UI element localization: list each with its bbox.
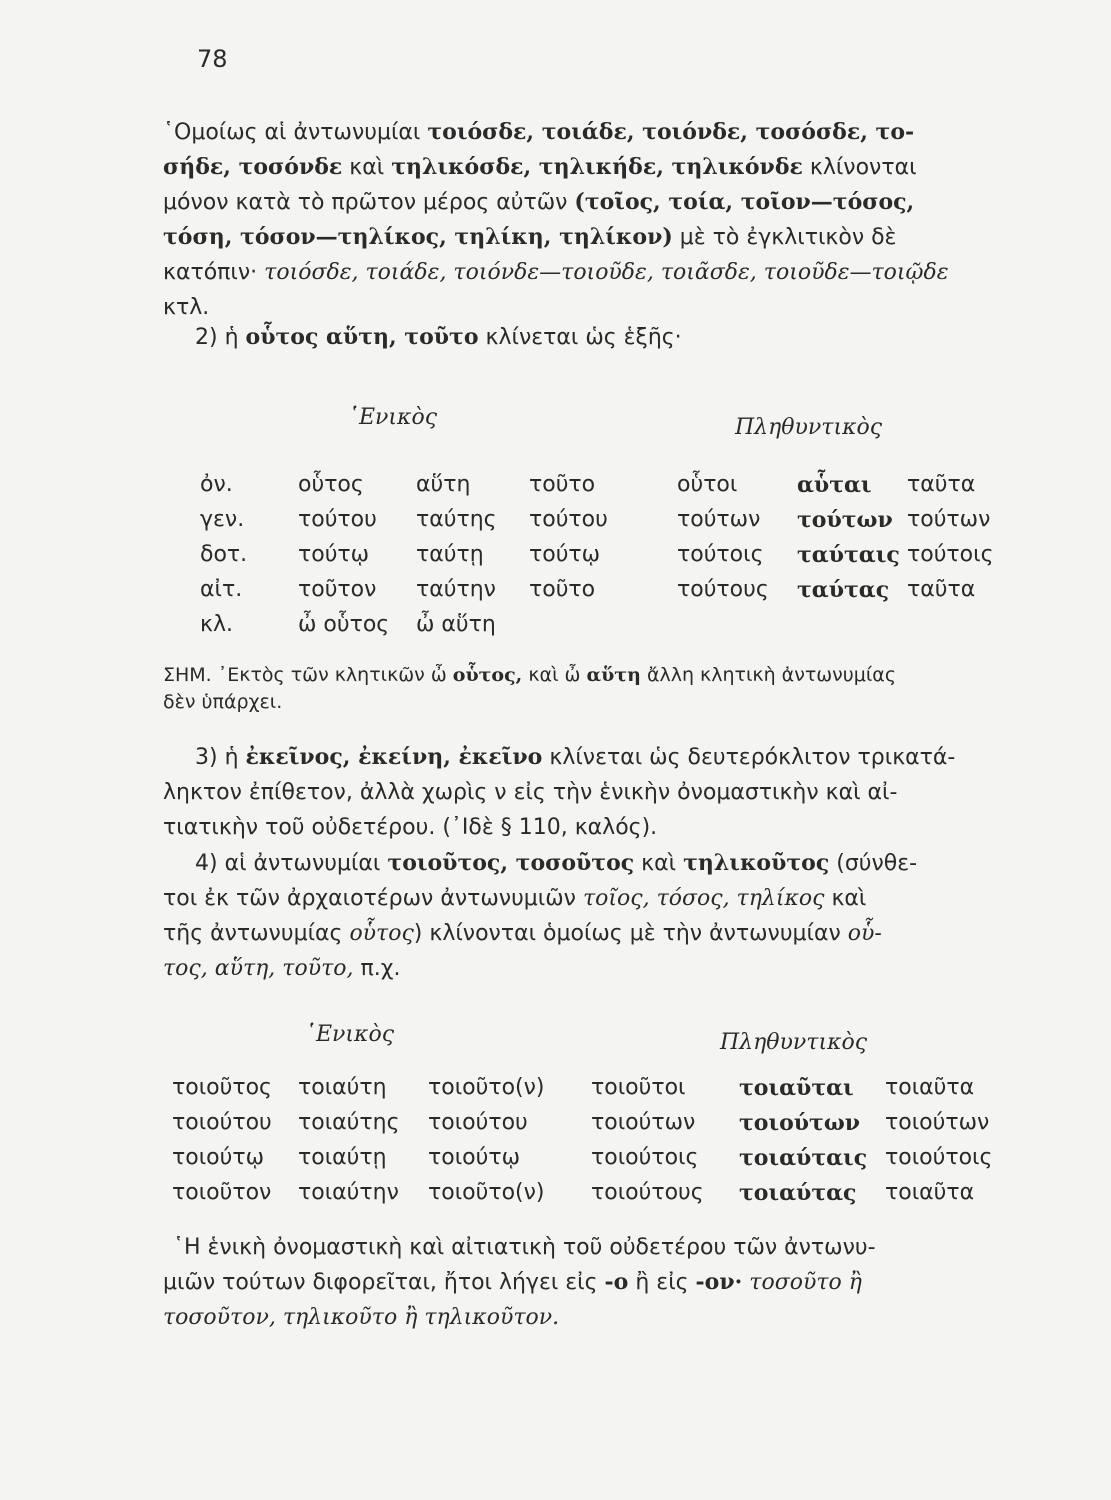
bold-pronouns: τοιόσδε, τοιάδε, τοιόνδε, τοσόσδε, το- xyxy=(427,119,915,145)
paragraph-1 xyxy=(163,115,1033,325)
paragraph-2: 2) ἡ οὗτος αὕτη, τοῦτο κλίνεται ὡς ἑξῆς· xyxy=(195,324,682,350)
declension-table-toioutos xyxy=(172,1070,1005,1210)
table1-singular-header: ῾Ενικὸς xyxy=(348,405,438,430)
paragraph-5: ῾Η ἑνικὴ ὀνομαστικὴ καὶ αἰτιατικὴ τοῦ οὐδετέρου τῶν ἀντωνυ- μιῶν τούτων διφορεῖται, ἤτοι λήγει εἰς -ο ἢ εἰς -ον· τοσοῦτο ἢ τοσοῦτον, τηλικοῦτο ἢ τηλικοῦτον. xyxy=(163,1235,876,1330)
p1-line-1: ῾Ομοίως αἱ ἀντωνυμίαι τοιόσδε, τοιάδε, τοιόνδε, τοσόσδε, το- xyxy=(163,119,915,145)
page-number: 78 xyxy=(197,45,228,73)
paragraph-3: 3) ἡ ἐκεῖνος, ἐκείνη, ἐκεῖνο κλίνεται ὡς δευτερόκλιτον τρικατά- ληκτον ἐπίθετον, ἀλλὰ χωρὶς ν εἰς τὴν ἑνικὴν ὀνομαστικὴν καὶ αἰ- τιατικὴν τοῦ οὐδετέρου. (᾿Ιδὲ § 110, καλός). xyxy=(163,744,956,840)
p1-line-5: κατόπιν· τοιόσδε, τοιάδε, τοιόνδε—τοιοῦδε, τοιᾶσδε, τοιοῦδε—τοιῷδε xyxy=(163,260,949,285)
table-row: τοιοῦτον τοιαύτην τοιοῦτο(ν) τοιούτους τοιαύτας τοιαῦτα xyxy=(172,1179,975,1206)
paragraph-4: 4) αἱ ἀντωνυμίαι τοιοῦτος, τοσοῦτος καὶ τηλικοῦτος (σύνθε- τοι ἐκ τῶν ἀρχαιοτέρων ἀντωνυμιῶν τοῖος, τόσος, τηλίκος καὶ τῆς ἀντωνυμίας οὗτος) κλίνονται ὁμοίως μὲ τὴν ἀντωνυμίαν οὗ- τος, αὕτη, τοῦτο, π.χ. xyxy=(163,850,918,981)
table-row: τοιούτου τοιαύτης τοιούτου τοιούτων τοιούτων τοιούτων xyxy=(172,1109,990,1136)
italic-forms: τοιόσδε, τοιάδε, τοιόνδε—τοιοῦδε, τοιᾶσδε, τοιοῦδε—τοιῷδε xyxy=(264,260,949,285)
p1-line-4: τόση, τόσον—τηλίκος, τηλίκη, τηλίκον) μὲ τὸ ἐγκλιτικὸν δὲ xyxy=(163,224,897,250)
table-row: ὀν. οὗτος αὕτη τοῦτο οὗτοι αὗται ταῦτα xyxy=(200,471,976,498)
table-row: τοιοῦτος τοιαύτη τοιοῦτο(ν) τοιοῦτοι τοιαῦται τοιαῦτα xyxy=(172,1074,975,1101)
table2-singular-header: ῾Ενικὸς xyxy=(305,1022,395,1047)
table-row: κλ. ὦ οὗτος ὦ αὕτη xyxy=(200,612,496,637)
table-row: τοιούτῳ τοιαύτῃ τοιούτῳ τοιούτοις τοιαύταις τοιούτοις xyxy=(172,1144,993,1171)
p1-line-6: κτλ. xyxy=(163,295,210,320)
declension-table-outos xyxy=(200,467,1007,642)
note-paragraph: ΣΗΜ. ᾿Εκτὸς τῶν κλητικῶν ὦ οὗτος, καὶ ὦ αὕτη ἄλλη κλητικὴ ἀντωνυμίας δὲν ὑπάρχει. xyxy=(163,664,896,713)
table-row: γεν. τούτου ταύτης τούτου τούτων τούτων τούτων xyxy=(200,506,991,533)
p1-line-2: σήδε, τοσόνδε καὶ τηλικόσδε, τηλικήδε, τηλικόνδε κλίνονται xyxy=(163,154,917,180)
p1-line-3: μόνον κατὰ τὸ πρῶτον μέρος αὐτῶν (τοῖος, τοία, τοῖον—τόσος, xyxy=(163,189,915,215)
table-row: δοτ. τούτῳ ταύτῃ τούτῳ τούτοις ταύταις τούτοις xyxy=(200,541,994,568)
table2-plural-header: Πληθυντικὸς xyxy=(720,1030,868,1055)
table-row: αἰτ. τοῦτον ταύτην τοῦτο τούτους ταύτας ταῦτα xyxy=(200,576,976,603)
table1-plural-header: Πληθυντικὸς xyxy=(735,415,883,440)
